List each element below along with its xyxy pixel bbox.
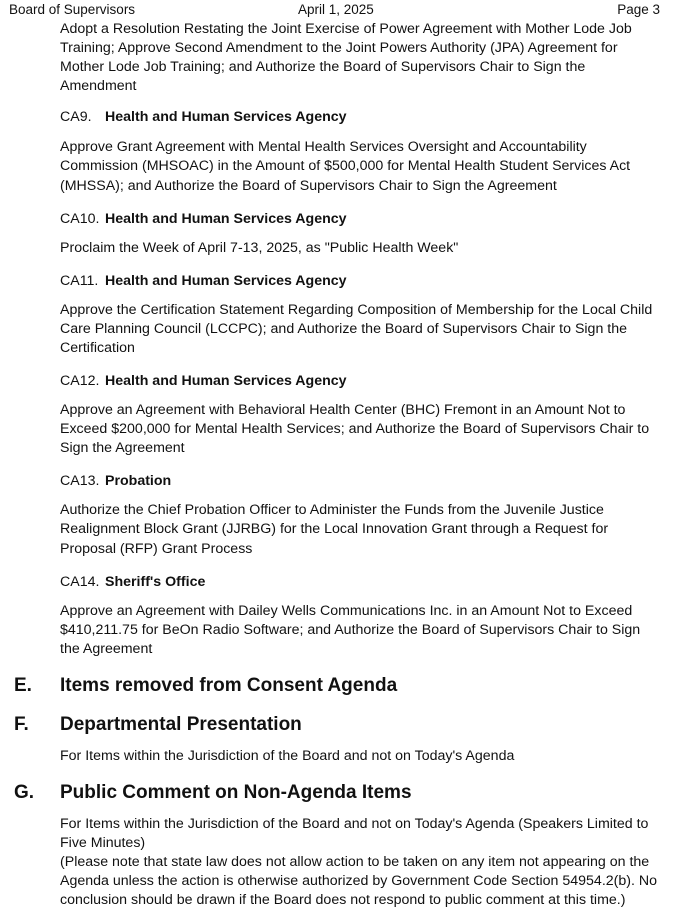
agenda-item-heading <box>0 108 680 127</box>
agenda-item-heading <box>0 372 680 391</box>
item-department: Health and Human Services Agency <box>105 373 347 390</box>
section-title: Public Comment on Non-Agenda Items <box>60 781 412 803</box>
agenda-item-heading <box>0 210 680 229</box>
item-description: Adopt a Resolution Restating the Joint Exercise of Power Agreement with Mother Lode Job Training; Approve Second Amendment to the Joint Powers Authority (JPA) Agreement for Mother Lode Job Training; and Authorize the Board of Supervisors Chair to Sign the Amendment <box>60 21 632 95</box>
section-letter: G. <box>14 781 35 803</box>
item-department: Health and Human Services Agency <box>105 109 347 126</box>
section-letter: F. <box>14 713 29 735</box>
agenda-item-heading <box>0 573 680 592</box>
item-description: Approve the Certification Statement Regarding Composition of Membership for the Local Child Care Planning Council (LCCPC); and Authorize the Board of Supervisors Chair to Sign the Certification <box>60 301 653 356</box>
item-description: Proclaim the Week of April 7-13, 2025, as "Public Health Week" <box>60 239 459 256</box>
item-number: CA9. <box>60 109 92 126</box>
item-description: Approve an Agreement with Dailey Wells Communications Inc. in an Amount Not to Exceed $410,211.75 for BeOn Radio Software; and Authorize the Board of Supervisors Chair to Sign the Agreement <box>60 602 641 657</box>
agenda-item-heading <box>0 272 680 291</box>
section-heading <box>0 781 680 805</box>
header-page-number: Page 3 <box>617 2 660 17</box>
section-title: Departmental Presentation <box>60 713 302 735</box>
item-number: CA11. <box>60 272 99 289</box>
item-description: Approve Grant Agreement with Mental Health Services Oversight and Accountability Commission (MHSOAC) in the Amount of $500,000 for Mental Health Student Services Act (MHSSA); and Authorize the Board of Supervisors Chair to Sign the Agreement <box>60 139 631 194</box>
page-header <box>0 0 680 20</box>
header-date: April 1, 2025 <box>298 2 374 17</box>
section-description: For Items within the Jurisdiction of the Board and not on Today's Agenda <box>60 747 515 764</box>
section-title: Items removed from Consent Agenda <box>60 674 398 696</box>
item-department: Sheriff's Office <box>105 573 206 590</box>
section-heading <box>0 674 680 698</box>
section-letter: E. <box>14 674 32 696</box>
item-department: Health and Human Services Agency <box>105 272 347 289</box>
item-description: Approve an Agreement with Behavioral Health Center (BHC) Fremont in an Amount Not to Exceed $200,000 for Mental Health Services; and Authorize the Board of Supervisors Chair to Sign the Agreement <box>60 402 650 457</box>
item-department: Health and Human Services Agency <box>105 210 347 227</box>
item-department: Probation <box>105 473 172 490</box>
header-board-name: Board of Supervisors <box>9 2 136 17</box>
item-number: CA12. <box>60 373 100 390</box>
item-description: Authorize the Chief Probation Officer to Administer the Funds from the Juvenile Justice Realignment Block Grant (JJRBG) for the Local Innovation Grant through a Request for Proposal (RFP) Grant Process <box>60 502 609 557</box>
section-note: (Please note that state law does not allow action to be taken on any item not appearing on the Agenda unless the action is otherwise authorized by Government Code Section 54954.2(b). No conclusion should be drawn if the Board does not respond to public comment at this time.) <box>60 854 658 909</box>
item-number: CA13. <box>60 473 100 490</box>
section-description: For Items within the Jurisdiction of the Board and not on Today's Agenda (Speakers Limited to Five Minutes) <box>60 815 649 852</box>
section-heading <box>0 713 680 737</box>
item-number: CA14. <box>60 573 100 590</box>
agenda-item-heading <box>0 472 680 491</box>
agenda-content <box>0 20 680 910</box>
item-number: CA10. <box>60 210 100 227</box>
